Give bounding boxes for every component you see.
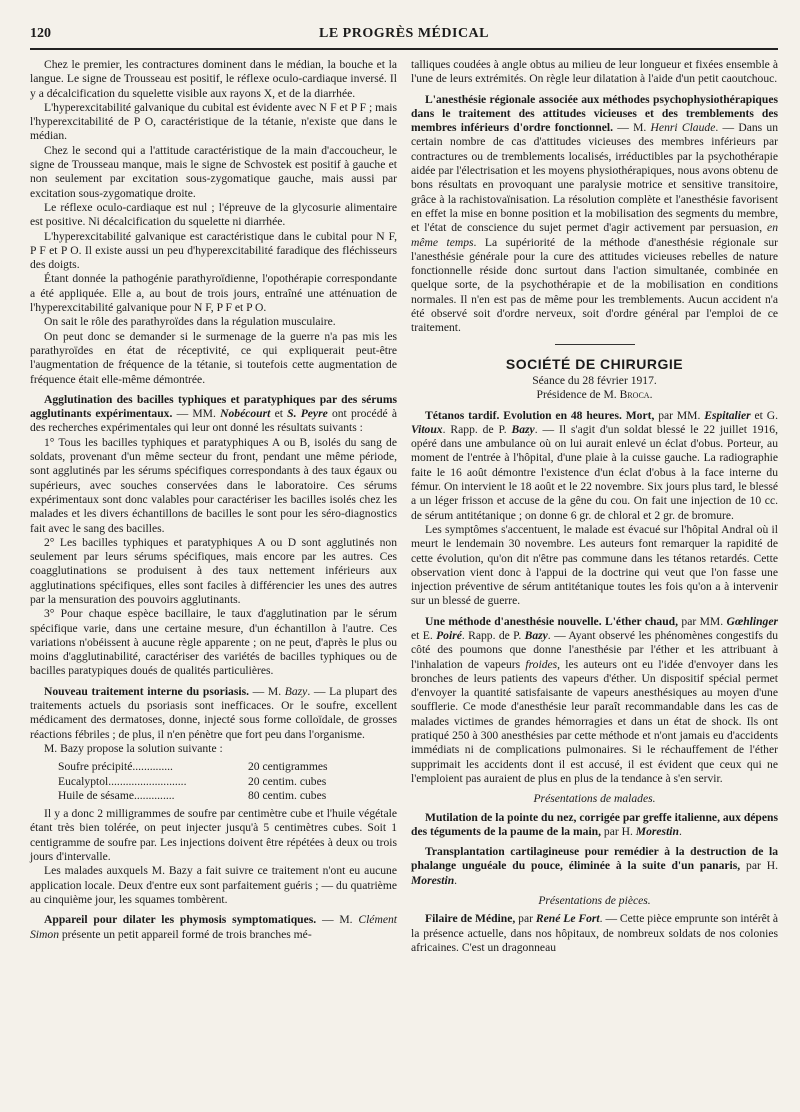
article-title: Une méthode d'anesthésie nouvelle. L'éther chaud,	[425, 614, 679, 628]
paragraph: Il y a donc 2 milligrammes de soufre par centimètre cube et l'huile végétale étant très bien tolérée, on peut injecter jusqu'à 5 centimètres cubes. Soit 1 centigramme de soufre par. Les injections doivent être répétées à deux ou trois jours d'intervalle.	[30, 807, 397, 864]
article-tetanos: Tétanos tardif. Evolution en 48 heures. Mort, par MM. Espitalier et G. Vitoux. Rapp. de P. Bazy. — Il s'agit d'un soldat blessé le 22 juillet 1916, opéré dans une ambulance où on lui aurait enlevé un éclat d'obus. Porteur, au moment de l'entrée à l'hôpital, d'une plaie à la cuisse gauche. La radiographie faite le 16 août démontre l'existence d'un éclat d'obus à la face interne du fémur. On intervient le 18 août et le 22 novembre. Six jours plus tard, le blessé a un léger frisson et accuse de la gêne du cou. On fait une injection de 10 cc. de sérum antitétanique ; on donne 6 gr. de chloral et 2 gr. de bromure.	[411, 408, 779, 522]
paragraph: Chez le premier, les contractures dominent dans le médian, la bouche et la langue. Le signe de Trousseau est positif, le réflexe oculo-cardiaque inversé. Il y a décalcification du squelette visible aux rayons X, et de la diarrhée.	[30, 58, 397, 100]
subheading: Présentations de pièces.	[538, 894, 651, 908]
article-agglutination: Agglutination des bacilles typhiques et paratyphiques par des sérums agglutinants expérimentaux. — MM. Nobécourt et S. Peyre ont procédé à des recherches expérimentales qui leur ont donné les résultats suivants :	[30, 392, 397, 435]
article-transplantation: Transplantation cartilagineuse pour remédier à la destruction de la phalange unguéale du pouce, éliminée à la suite d'un panaris, par H. Morestin.	[411, 845, 778, 887]
header-rule	[30, 48, 778, 50]
author: René Le Fort	[535, 912, 600, 926]
paragraph: Les malades auxquels M. Bazy a fait suivre ce traitement n'ont eu aucune application locale. Deux d'entre eux sont parfaitement guéris ; — du quatrième au cinquième jour, les squames tombèrent.	[30, 864, 397, 906]
article-anesthesie-regionale: L'anesthésie régionale associée aux méthodes psychophysiothérapiques dans le traitement des attitudes vicieuses et des tremblements des membres inférieurs d'ordre fonctionnel. — M. Henri Claude. — Dans un certain nombre de cas d'attitudes vicieuses des membres inférieurs par contractures ou de tremblements localisés, irréductibles par la psychothérapie aidée par l'électrisation et les moyens physiothérapiques, nous avons obtenu de bons résultats en provoquant une paralysie motrice et sensitive transitoire, grâce à la rachistovaïnisation. La résolution complète et l'anesthésie favorisent en effet la mise en bonne position et la mobilisation des segments du membre, et l'état de conscience du sujet permet d'agir activement par persuasion, en même temps. La supériorité de la méthode d'anesthésie régionale sur l'anesthésie générale pour la cure des attitudes vicieuses rebelles de nature fonctionnelle réside donc surtout dans l'action simultanée, combinée en quelque sorte, de la psychothérapie et de la mobilisation en conditions normales. Il n'en est pas de même pour les tremblements. Aucun accident n'a été observé soit d'ordre nerveux, soit d'ordre général par l'emploi de ce traitement.	[411, 92, 779, 335]
author: Espitalier	[704, 408, 751, 422]
author: Bazy	[524, 628, 548, 642]
paragraph: M. Bazy propose la solution suivante :	[44, 741, 223, 755]
article-phymosis: Appareil pour dilater les phymosis symptomatiques. — M. Clément Simon présente un petit appareil formé de trois branches mé-	[30, 913, 397, 941]
author: Clément Simon	[30, 913, 397, 941]
recipe-item: Huile de sésame..............	[58, 788, 175, 802]
recipe-table	[58, 760, 397, 803]
paragraph: 1° Tous les bacilles typhiques et paratyphiques A ou B, isolés du sang de soldats, provenant d'un même secteur du front, pendant une même période, sont agglutinés par les sérums spécifiques correspondants à des taux égaux ou supérieurs, avec souches conservées dans le laboratoire. Ces sérums expérimentaux sont donc valables pour caractériser les bacilles isolés chez les malades et les divers échantillons de bacilles le sont pour les séro-diagnostics fait avec le sang des bacilles.	[30, 435, 397, 535]
article-title: Transplantation cartilagineuse pour remédier à la destruction de la phalange unguéale du pouce, éliminée à la suite d'un panaris,	[411, 845, 778, 873]
article-title: Appareil pour dilater les phymosis symptomatiques.	[44, 913, 317, 927]
page-number: 120	[30, 26, 51, 41]
paragraph: Étant donnée la pathogénie parathyroïdienne, l'opothérapie correspondante a été appliquée. Elle a, au bout de trois jours, entraîné une atténuation de l'hyperexcitabilité galvanique pour N F, P F et P O.	[30, 272, 397, 315]
paragraph: On peut donc se demander si le surmenage de la guerre n'a pas mis les parathyroïdes en état de réceptivité, ce qui expliquerait peut-être l'augmentation de fréquence de la tétanie, si toutefois cette augmentation de fréquence était elle-même démontrée.	[30, 329, 397, 386]
author: Morestin	[635, 824, 679, 838]
article-title: Filaire de Médine,	[425, 912, 516, 926]
paragraph: On sait le rôle des parathyroïdes dans la régulation musculaire.	[44, 315, 336, 329]
article-ether: Une méthode d'anesthésie nouvelle. L'éther chaud, par MM. Gœhlinger et E. Poiré. Rapp. de P. Bazy. — Ayant observé les phénomènes congestifs du côté des poumons que donne l'anesthésie par l'éther et les attribuant à l'inhalation de vapeurs froides, les auteurs ont eu l'idée d'envoyer dans les bronches de leurs patients des vapeurs d'éther. Un dispositif spécial permet d'envoyer la quantité satisfaisante de vapeurs anesthésiques au moyen d'une soufflerie. Ce mode d'anesthésie leur paraît recommandable dans les cas de malades victimes de grandes hémorragies et dans un état de shock. Ils ont pratiqué 250 à 300 anesthésies par cette méthode et n'ont jamais eu d'accidents immédiats ni de complications pulmonaires. Si le réchauffement de l'éther supprimait les accidents dont il est accusé, il est évident que ceux qui ne l'emploient pas auraient de plus en plus de la tendance à s'en servir.	[411, 614, 779, 785]
paragraph: 2° Les bacilles typhiques et paratyphiques A ou D sont agglutinés non seulement par leurs sérums spécifiques, mais encore par les autres. Ces coagglutinations se produisent à des taux nettement inférieurs aux agglutinations spécifiques, elles sont faciles à différencier les unes des autres par la mensuration des pouvoirs agglutinants.	[30, 535, 397, 606]
author: Morestin	[411, 873, 455, 887]
article-title: Mutilation de la pointe du nez, corrigée par greffe italienne, aux dépens des téguments de la paume de la main,	[411, 810, 778, 838]
paragraph: talliques coudées à angle obtus au milieu de leur longueur et fixées ensemble à l'une de leurs extrémités. On règle leur dilatation à l'aide d'un petit caoutchouc.	[411, 58, 778, 86]
author: Vitoux	[411, 422, 443, 436]
article-title: L'anesthésie régionale associée aux méthodes psychophysiothérapiques dans le traitement des attitudes vicieuses et des tremblements des membres inférieurs d'ordre fonctionnel.	[411, 92, 778, 135]
right-column	[411, 58, 778, 955]
paragraph: 3° Pour chaque espèce bacillaire, le taux d'agglutination par le sérum spécifique varie, dans une certaine mesure, d'un échantillon à l'autre. Ces variations n'obéissent à aucune règle apparente ; on ne peut, d'après le plus ou moins d'agglutinabilité, caractériser des variétés de bacilles typhiques ou de bacilles paratypiques doués de qualités particulières.	[30, 607, 397, 678]
recipe-qty: 20 centim. cubes	[248, 774, 327, 788]
paragraph: Le réflexe oculo-cardiaque est nul ; l'épreuve de la glycosurie alimentaire est positive. Ni décalcification du squelette ni diarrhée.	[30, 200, 397, 229]
author: Bazy	[511, 422, 535, 436]
author: Henri Claude	[650, 121, 716, 135]
article-title: Nouveau traitement interne du psoriasis.	[44, 684, 249, 698]
recipe-qty: 80 centim. cubes	[248, 788, 327, 802]
article-filaire: Filaire de Médine, par René Le Fort. — Cette pièce emprunte son intérêt à la présence actuelle, dans nos hôpitaux, de nombreux soldats de nos colonies africaines. C'est un dragonneau	[411, 912, 778, 954]
separator	[555, 344, 635, 345]
journal-title: LE PROGRÈS MÉDICAL	[318, 26, 490, 41]
article-psoriasis: Nouveau traitement interne du psoriasis. — M. Bazy. — La plupart des traitements actuels du psoriasis sont inefficaces. Or le soufre, excellent médicament des dermatoses, donne, injecté sous forme colloïdale, de grosses réactions fébriles ; de plus, il n'en pénètre que fort peu dans l'organisme.	[30, 684, 397, 741]
recipe-item: Eucalyptol...........................	[58, 774, 187, 788]
recipe-item: Soufre précipité..............	[58, 760, 173, 774]
author: Poiré	[436, 628, 462, 642]
recipe-qty: 20 centigrammes	[248, 760, 328, 774]
article-mutilation: Mutilation de la pointe du nez, corrigée par greffe italienne, aux dépens des téguments de la paume de la main, par H. Morestin.	[411, 810, 778, 838]
author: Gœhlinger	[726, 614, 779, 628]
author: Bazy	[284, 684, 308, 698]
paragraph: Chez le second qui a l'attitude caractéristique de la main d'accoucheur, le signe de Trousseau manque, mais le signe de Schvostek est positif à gauche et non seulement par excitation sous-zygomatique gauche, mais aussi par excitation sous-zygomatique droite.	[30, 143, 397, 200]
left-column	[30, 58, 397, 955]
presidence: Présidence de M. Broca.	[536, 388, 653, 402]
article-title: Tétanos tardif. Evolution en 48 heures. Mort,	[425, 408, 655, 422]
subheading: Présentations de malades.	[533, 792, 656, 806]
article-title: Agglutination des bacilles typhiques et paratyphiques par des sérums agglutinants expérimentaux.	[30, 392, 397, 421]
paragraph: L'hyperexcitabilité galvanique est caractéristique dans le cubital pour N F, P F et P O. Il existe aussi un peu d'hyperexcitabilité faradique des fléchisseurs des doigts.	[30, 229, 397, 272]
author: S. Peyre	[287, 407, 328, 421]
paragraph: L'hyperexcitabilité galvanique du cubital est évidente avec N F et P F ; mais l'hyperexcitabilité de P O, caractéristique de la tétanie, n'existe que dans le médian.	[30, 100, 397, 143]
page-header	[30, 26, 778, 46]
author: Nobécourt	[220, 407, 271, 421]
section-title: SOCIÉTÉ DE CHIRURGIE	[505, 355, 684, 372]
session-date: Séance du 28 février 1917.	[532, 373, 657, 387]
paragraph: Les symptômes s'accentuent, le malade est évacué sur l'hôpital Andral où il meurt le lendemain 30 novembre. Les auteurs font remarquer la rapidité de cette évolution, qu'on dit n'être pas commune dans les tétanos retardés. Cette observation vient donc à l'appui de la doctrine qui veut que l'on fasse une injection préventive de sérum antitétanique toutes les fois qu'on a à intervenir sur un blessé de guerre.	[411, 522, 778, 608]
